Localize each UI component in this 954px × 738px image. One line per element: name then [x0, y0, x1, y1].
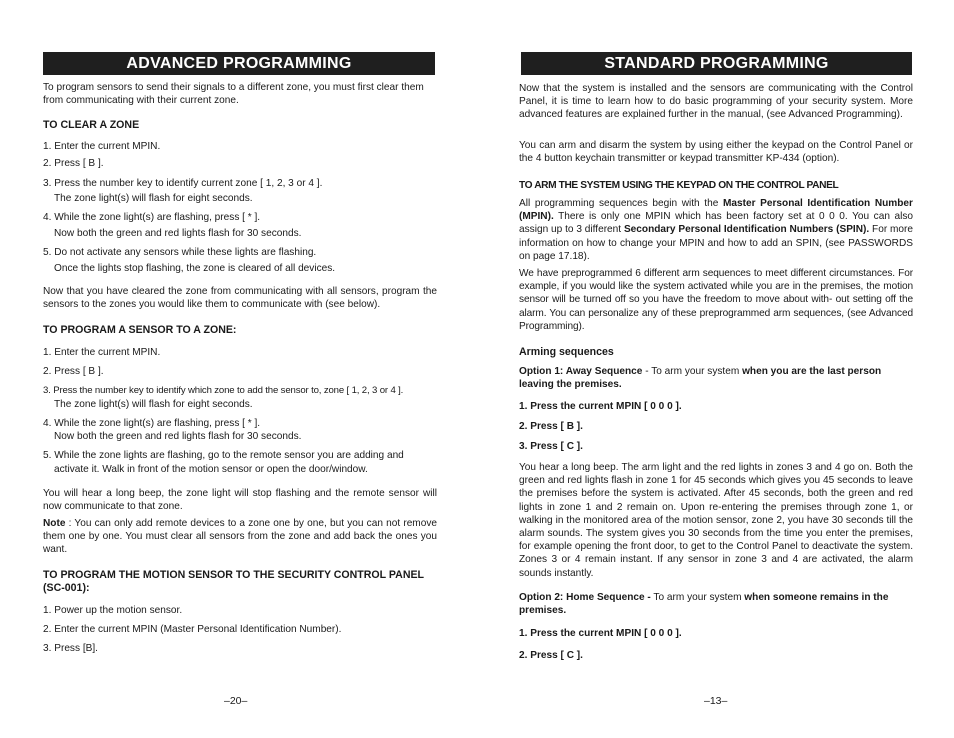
program-step-4: 4. While the zone light(s) are flashing, press [ * ].: [43, 418, 261, 429]
clear-step-5-detail: Once the lights stop flashing, the zone is cleared of all devices.: [54, 263, 336, 274]
text-run: All programming sequences begin with the: [519, 198, 723, 209]
note-label: Note: [43, 518, 66, 529]
option-1-step-1: 1. Press the current MPIN [ 0 0 0 ].: [519, 401, 682, 412]
text-run: For more information on how to change your MPIN and how to add an SPIN, (see PASSWORDS on page 17.18).: [519, 224, 914, 262]
clear-step-2: 2. Press [ B ].: [43, 158, 104, 169]
section-heading-clear-zone: TO CLEAR A ZONE: [43, 119, 140, 131]
option-2-step-1: 1. Press the current MPIN [ 0 0 0 ].: [519, 628, 682, 639]
program-step-1: 1. Enter the current MPIN.: [43, 347, 161, 358]
option-1-condition: when you are the last person leaving the premises.: [519, 366, 882, 391]
program-step-5: 5. While the zone lights are flashing, go to the remote sensor you are adding and: [43, 450, 404, 461]
clear-step-3: 3. Press the number key to identify current zone [ 1, 2, 3 or 4 ].: [43, 178, 323, 189]
page-number: –20–: [224, 695, 248, 707]
option-1-step-2: 2. Press [ B ].: [519, 421, 583, 432]
text-run: - To arm your system: [642, 366, 743, 377]
option-2-paragraph: [519, 591, 913, 617]
option-2-condition: when someone remains in the premises.: [519, 592, 889, 617]
option-1-paragraph: [519, 365, 913, 391]
arming-sequences-heading: Arming sequences: [519, 346, 614, 358]
program-step-4-detail: Now both the green and red lights flash for 30 seconds.: [54, 431, 302, 442]
page-number: –13–: [704, 695, 728, 707]
clear-step-5: 5. Do not activate any sensors while these lights are flashing.: [43, 247, 317, 258]
motion-step-3: 3. Press [B].: [43, 643, 98, 654]
option-1-label: Option 1: Away Sequence: [519, 366, 643, 377]
note-text: : You can only add remote devices to a zone one by one, but you can not remove them one by one. You must clear all sensors from the zone and add back the ones you want.: [43, 518, 437, 556]
text-run: To arm your system: [650, 592, 745, 603]
mpin-paragraph: [519, 197, 913, 263]
arm-disarm-paragraph: You can arm and disarm the system by using either the keypad on the Control Panel or the 4 button keychain transmitter or keypad transmitter KP-434 (option).: [519, 140, 913, 165]
intro-paragraph: To program sensors to send their signals to a different zone, you must first clear them from communicating with their current zone.: [43, 82, 424, 107]
intro-paragraph: Now that the system is installed and the sensors are communicating with the Control Panel, it is time to learn how to do basic programming of your security system. More advanced features are explained further in the manual, (see Advanced Programming).: [519, 83, 913, 121]
away-sequence-description: You hear a long beep. The arm light and the red lights in zones 3 and 4 go on. Both the green and red lights flash in zone 1 for 45 seconds which gives you 45 seconds to leave the premises before the system is activated. After 45 seconds, both the green and red lights in zone 1 and 2 remain on. Upon re-entering the premises through zone 1, or walking in the monitored area of the motion sensor, zone 2, you have 30 seconds till the alarm sounds. The system gives you 30 seconds from the time you enter the premises, for example opening the front door, to get to the Control Panel to deactivate the system. Zones 3 or 4 remain instant. If any sensor in zone 3 and 4 are activated, the alarm sounds instantly.: [519, 462, 913, 579]
clear-step-1: 1. Enter the current MPIN.: [43, 141, 161, 152]
program-step-5-detail: activate it. Walk in front of the motion sensor or open the door/window.: [54, 464, 368, 475]
mpin-term: Master Personal Identification Number (MPIN).: [519, 198, 913, 223]
program-step-2: 2. Press [ B ].: [43, 366, 104, 377]
spin-term: Secondary Personal Identification Numbers (SPIN).: [623, 224, 870, 236]
program-step-3: 3. Press the number key to identify which zone to add the sensor to, zone [ 1, 2, 3 or 4 ].: [43, 385, 404, 396]
beep-paragraph: You will hear a long beep, the zone light will stop flashing and the remote sensor will now communicate to that zone.: [43, 488, 437, 513]
motion-step-2: 2. Enter the current MPIN (Master Personal Identification Number).: [43, 624, 342, 635]
option-1-step-3: 3. Press [ C ].: [519, 441, 583, 452]
page-title: ADVANCED PROGRAMMING: [43, 52, 435, 75]
text-run: There is only one MPIN which has been factory set at 0 0 0. You can also assign up to 3 different: [519, 211, 913, 236]
option-2-label: Option 2: Home Sequence -: [519, 592, 651, 603]
clear-step-3-detail: The zone light(s) will flash for eight seconds.: [54, 193, 253, 204]
after-clear-paragraph: Now that you have cleared the zone from communicating with all sensors, program the sensors to the zones you would like them to communicate with (see below).: [43, 286, 437, 311]
note-paragraph: [43, 517, 437, 557]
section-heading-program-sensor: TO PROGRAM A SENSOR TO A ZONE:: [43, 324, 237, 336]
section-heading-arm-keypad: TO ARM THE SYSTEM USING THE KEYPAD ON THE CONTROL PANEL: [519, 180, 839, 191]
motion-step-1: 1. Power up the motion sensor.: [43, 605, 183, 616]
clear-step-4-detail: Now both the green and red lights flash for 30 seconds.: [54, 228, 302, 239]
option-2-step-2: 2. Press [ C ].: [519, 650, 583, 661]
clear-step-4: 4. While the zone light(s) are flashing, press [ * ].: [43, 212, 261, 223]
section-heading-motion-sensor: TO PROGRAM THE MOTION SENSOR TO THE SECURITY CONTROL PANEL (SC-001):: [43, 569, 424, 595]
page-title: STANDARD PROGRAMMING: [521, 52, 912, 75]
program-step-3-detail: The zone light(s) will flash for eight seconds.: [54, 399, 253, 410]
preprogrammed-paragraph: We have preprogrammed 6 different arm sequences to meet different circumstances. For example, if you would like the system activated while you are in the premises, the motion sensor will be turned off so you have the freedom to move about with- out setting off the alarm. You can personalize any of these preprogrammed arm sequences, (see Advanced Programming).: [519, 268, 913, 332]
